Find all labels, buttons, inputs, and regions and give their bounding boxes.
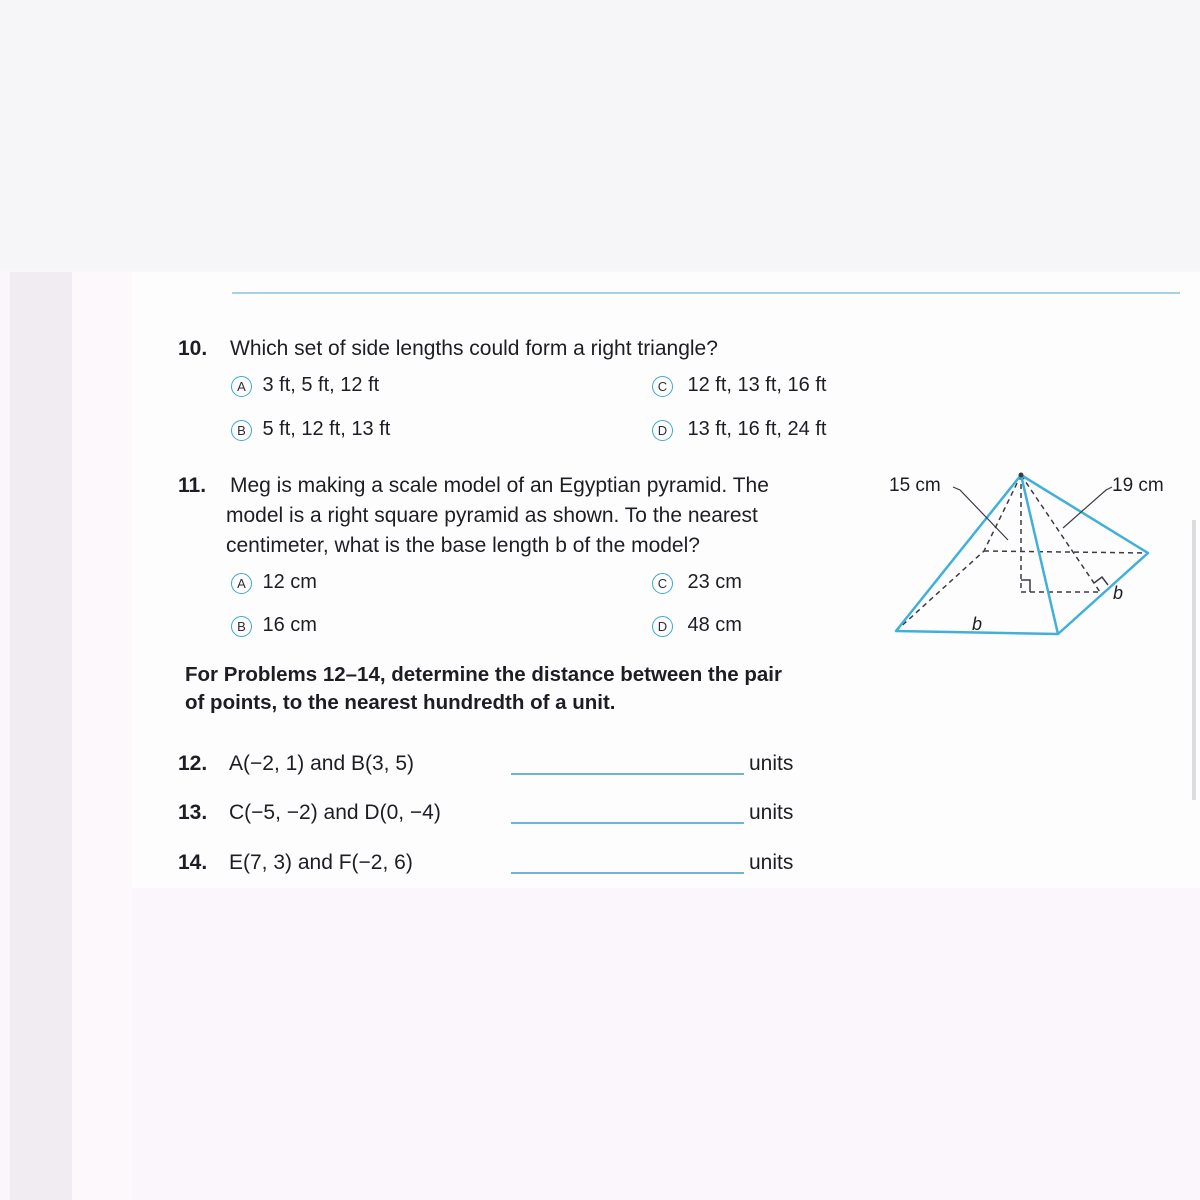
q10-option-d-text: 13 ft, 16 ft, 24 ft <box>687 418 827 440</box>
page-edge-mark <box>1192 520 1196 800</box>
pyramid-hidden-base-edge-back <box>984 551 1148 553</box>
problem-13-text: C(−5, −2) and D(0, −4) <box>229 801 441 824</box>
problem-12-text: A(−2, 1) and B(3, 5) <box>229 752 415 775</box>
q10-option-c-text: 12 ft, 13 ft, 16 ft <box>687 374 827 396</box>
q11-option-c[interactable] <box>652 571 742 594</box>
q10-option-b[interactable] <box>231 418 390 441</box>
edge-label-leader <box>1063 487 1112 528</box>
problem-14-answer-blank[interactable] <box>511 872 744 874</box>
diagram-label-15cm: 15 cm <box>889 475 941 496</box>
problem-14-number: 14. <box>178 851 208 874</box>
option-d-icon: D <box>652 420 673 441</box>
slant-label-leader <box>953 487 1008 540</box>
q11-option-a-text: 12 cm <box>262 571 317 593</box>
instructions-line-2: of points, to the nearest hundredth of a unit. <box>185 691 616 714</box>
q10-question: Which set of side lengths could form a right triangle? <box>230 337 718 360</box>
option-b-icon: B <box>231 616 252 637</box>
header-rule <box>232 292 1180 294</box>
pyramid-visible-faces <box>896 475 1148 634</box>
q10-option-c[interactable] <box>652 374 826 397</box>
q11-number: 11. <box>178 474 207 497</box>
pyramid-slant-height <box>1021 475 1100 592</box>
option-a-icon: A <box>231 573 252 594</box>
problem-12-unit: units <box>749 752 794 775</box>
q10-option-a-text: 3 ft, 5 ft, 12 ft <box>262 374 380 396</box>
q11-question-line-3: centimeter, what is the base length b of the model? <box>226 534 700 557</box>
option-c-icon: C <box>652 573 673 594</box>
apex-point <box>1019 473 1024 478</box>
problem-14-unit: units <box>749 851 794 874</box>
q10-option-d[interactable] <box>652 418 826 441</box>
diagram-label-19cm: 19 cm <box>1112 475 1164 496</box>
top-blank-area <box>0 0 1200 270</box>
pyramid-front-edge <box>1021 475 1058 634</box>
right-angle-mark-face <box>1094 577 1108 585</box>
option-d-icon: D <box>652 616 673 637</box>
diagram-label-b-half: b <box>1113 583 1124 603</box>
problem-12-answer-blank[interactable] <box>511 773 744 775</box>
page-margin <box>72 272 132 1200</box>
q10-option-b-text: 5 ft, 12 ft, 13 ft <box>262 418 391 440</box>
right-angle-mark-center <box>1021 580 1030 592</box>
q11-question-line-2: model is a right square pyramid as shown. To the nearest <box>226 504 758 527</box>
option-a-icon: A <box>231 376 252 397</box>
q11-option-d-text: 48 cm <box>687 614 742 636</box>
diagram-label-b-base: b <box>972 614 983 634</box>
problem-13-number: 13. <box>178 801 208 824</box>
q11-option-b[interactable] <box>231 614 317 637</box>
q10-number: 10. <box>178 337 208 360</box>
q11-option-a[interactable] <box>231 571 317 594</box>
problem-12-number: 12. <box>178 752 208 775</box>
problem-13-unit: units <box>749 801 794 824</box>
page-edge-shadow <box>10 272 72 1200</box>
q11-question-line-1: Meg is making a scale model of an Egyptian pyramid. The <box>230 474 769 497</box>
q10-option-a[interactable] <box>231 374 379 397</box>
option-b-icon: B <box>231 420 252 441</box>
option-c-icon: C <box>652 376 673 397</box>
q11-option-d[interactable] <box>652 614 742 637</box>
q11-option-c-text: 23 cm <box>687 571 742 593</box>
pyramid-hidden-base-edge-left <box>896 551 984 631</box>
instructions-line-1: For Problems 12–14, determine the distance between the pair <box>185 663 782 686</box>
problem-14-text: E(7, 3) and F(−2, 6) <box>229 851 413 874</box>
problem-13-answer-blank[interactable] <box>511 822 744 824</box>
q11-option-b-text: 16 cm <box>262 614 317 636</box>
